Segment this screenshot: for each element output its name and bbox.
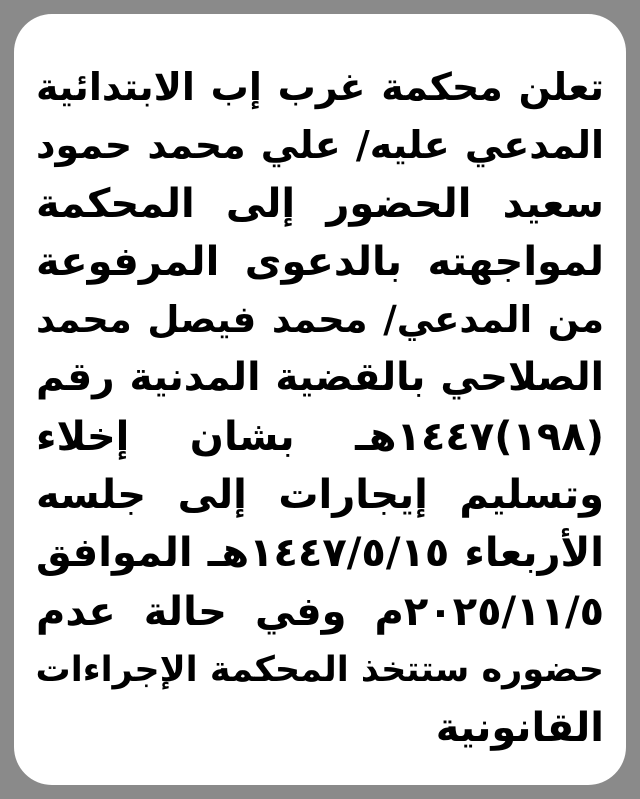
notice-line-10: ٢٠٢٥/١١/٥م وفي حالة عدم [36,588,604,635]
notice-line-2: المدعي عليه/ علي محمد حمود [36,123,604,168]
notice-line-3: سعيد الحضور إلى المحكمة [36,180,604,227]
notice-line-1: تعلن محكمة غرب إب الابتدائية [36,65,604,109]
notice-text [36,58,604,758]
notice-line-8: وتسليم إيجارات إلى جلسه [36,472,604,519]
notice-line-12: القانونية [435,705,604,752]
notice-card [14,14,626,785]
notice-line-6: الصلاحي بالقضية المدنية رقم [36,355,604,401]
notice-line-7: (١٩٨)١٤٤٧هـ بشان إخلاء [36,413,604,460]
notice-line-9: الأربعاء ١٤٤٧/٥/١٥هـ الموافق [36,530,604,577]
notice-line-5: من المدعي/ محمد فيصل محمد [36,298,604,342]
notice-line-4: لمواجهته بالدعوى المرفوعة [36,238,604,285]
notice-line-11: حضوره ستتخذ المحكمة الإجراءات [35,649,604,690]
